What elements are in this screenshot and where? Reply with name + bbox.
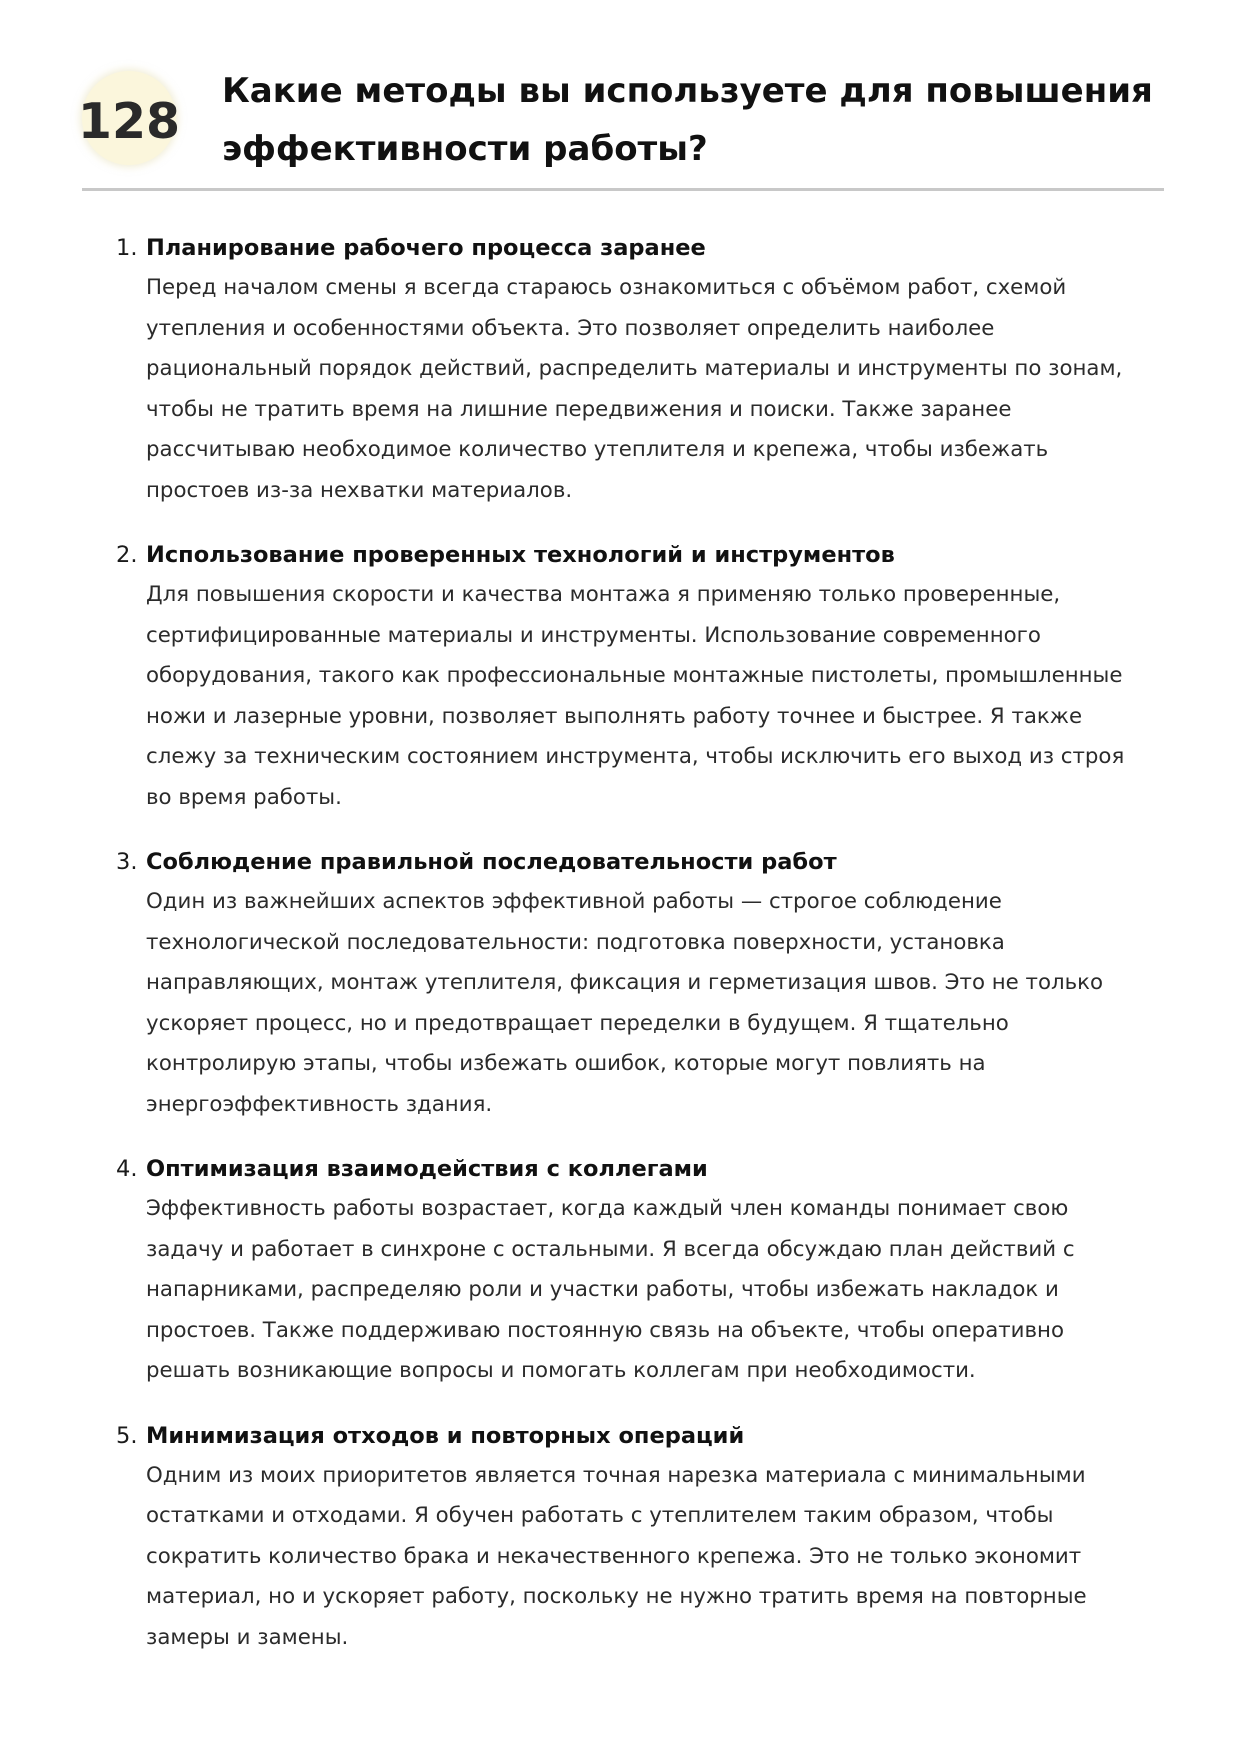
list-item-title: Минимизация отходов и повторных операций bbox=[146, 1422, 745, 1449]
list-item bbox=[0, 1416, 1239, 1659]
list-item bbox=[0, 1149, 1239, 1392]
list-item-body: Для повышения скорости и качества монтажа я применяю только проверенные, сертифицированные материалы и инструменты. Использование современного оборудования, такого как профессиональные монтажные пистолеты, промышленные ножи и лазерные уровни, позволяет выполнять работу точнее и быстрее. Я также слежу за техническим состоянием инструмента, чтобы исключить его выход из строя во время работы. bbox=[146, 582, 1125, 810]
question-number: 128 bbox=[77, 93, 181, 150]
list-item-number: 3. bbox=[116, 849, 138, 875]
list-item-number: 5. bbox=[116, 1422, 138, 1449]
list-item-number: 2. bbox=[116, 542, 138, 568]
list-item bbox=[0, 842, 1239, 1125]
list-item-body: Одним из моих приоритетов является точная нарезка материала с минимальными остатками и отходами. Я обучен работать с утеплителем таким образом, чтобы сократить количество брака и некачественного крепежа. Это не только экономит материал, но и ускоряет работу, поскольку не нужно тратить время на повторные замеры и замены. bbox=[146, 1462, 1087, 1650]
page-title: Какие методы вы используете для повышения эффективности работы? bbox=[222, 71, 1153, 169]
list-item-body: Эффективность работы возрастает, когда каждый член команды понимает свою задачу и работает в синхроне с остальными. Я всегда обсуждаю план действий с напарниками, распределяю роли и участки работы, чтобы избежать накладок и простоев. Также поддерживаю постоянную связь на объекте, чтобы оперативно решать возникающие вопросы и помогать коллегам при необходимости. bbox=[146, 1196, 1075, 1383]
list-item bbox=[0, 228, 1239, 511]
list-item-title: Оптимизация взаимодействия с коллегами bbox=[146, 1156, 708, 1182]
list-item-number: 1. bbox=[116, 235, 138, 261]
list-item-title: Соблюдение правильной последовательности работ bbox=[146, 849, 837, 875]
question-header bbox=[77, 56, 1164, 191]
list-item-title: Использование проверенных технологий и инструментов bbox=[146, 542, 895, 568]
list-item-body: Один из важнейших аспектов эффективной работы — строгое соблюдение технологической последовательности: подготовка поверхности, установка направляющих, монтаж утеплителя, фиксация и герметизация швов. Это не только ускоряет процесс, но и предотвращает переделки в будущем. Я тщательно контролирую этапы, чтобы избежать ошибок, которые могут повлиять на энергоэффективность здания. bbox=[146, 889, 1104, 1117]
list-item-title: Планирование рабочего процесса заранее bbox=[146, 235, 706, 261]
list-item-number: 4. bbox=[116, 1156, 138, 1182]
list-item-body: Перед началом смены я всегда стараюсь ознакомиться с объёмом работ, схемой утепления и особенностями объекта. Это позволяет определить наиболее рациональный порядок действий, распределить материалы и инструменты по зонам, чтобы не тратить время на лишние передвижения и поиски. Также заранее рассчитываю необходимое количество утеплителя и крепежа, чтобы избежать простоев из-за нехватки материалов. bbox=[146, 275, 1123, 503]
list-item bbox=[0, 535, 1239, 818]
answer-list bbox=[0, 228, 1239, 1682]
